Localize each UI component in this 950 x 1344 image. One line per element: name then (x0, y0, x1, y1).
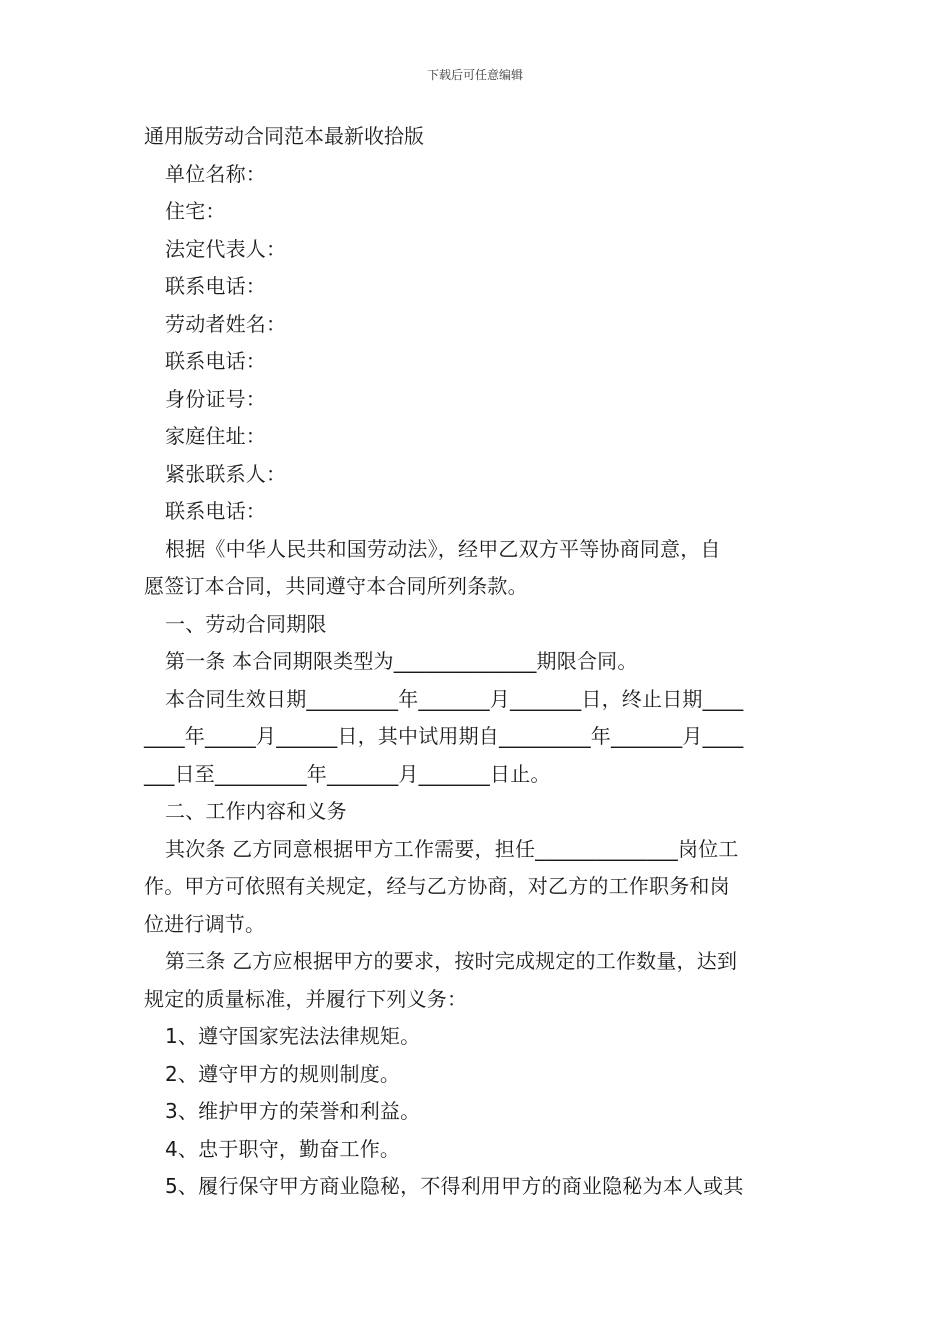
article-3-line-1: 第三条 乙方应根据甲方的要求，按时完成规定的工作数量，达到 (165, 949, 738, 973)
article-2-line-3: 位进行调节。 (144, 911, 266, 936)
duty-item-1: 1、遵守国家宪法法律规矩。 (165, 1024, 421, 1048)
field-phone-worker: 联系电话： (165, 349, 266, 373)
field-phone-employer: 联系电话： (165, 274, 266, 298)
preamble-line-1: 根据《中华人民共和国劳动法》，经甲乙双方平等协商同意，自 (165, 536, 721, 561)
field-emergency-contact: 紧张联系人： (165, 461, 287, 486)
section-heading-term: 一、劳动合同期限 (165, 611, 327, 636)
article-1-dates-line-3: ___日至_________年_______月_______日止。 (144, 761, 551, 786)
document-title: 通用版劳动合同范本最新收拾版 (144, 124, 424, 148)
field-home-address: 家庭住址： (165, 424, 266, 448)
page-header-note: 下载后可任意编辑 (426, 68, 523, 82)
duty-item-3: 3、维护甲方的荣誉和利益。 (165, 1099, 421, 1123)
field-legal-representative: 法定代表人： (165, 236, 287, 261)
duty-item-5: 5、履行保守甲方商业隐秘，不得利用甲方的商业隐秘为本人或其 (165, 1174, 744, 1198)
field-id-number: 身份证号： (165, 386, 266, 411)
section-heading-duties: 二、工作内容和义务 (165, 799, 347, 823)
article-2-line-1: 其次条 乙方同意根据甲方工作需要，担任______________岗位工 (165, 836, 739, 861)
field-phone-emergency: 联系电话： (165, 499, 266, 523)
article-1-dates-line-2: ____年_____月______日，其中试用期自_________年_______月____ (144, 724, 744, 748)
duty-item-2: 2、遵守甲方的规则制度。 (165, 1061, 401, 1086)
article-3-line-2: 规定的质量标准，并履行下列义务： (144, 986, 468, 1011)
preamble-line-2: 愿签订本合同，共同遵守本合同所列条款。 (144, 574, 528, 598)
field-residence: 住宅： (165, 199, 226, 223)
field-unit-name: 单位名称： (165, 161, 266, 186)
duty-item-4: 4、忠于职守，勤奋工作。 (165, 1136, 401, 1161)
article-2-line-2: 作。甲方可依照有关规定，经与乙方协商，对乙方的工作职务和岗 (144, 874, 730, 898)
article-1-dates-line-1: 本合同生效日期_________年_______月_______日，终止日期____ (165, 686, 744, 711)
article-1: 第一条 本合同期限类型为______________期限合同。 (165, 649, 638, 673)
document-body (144, 118, 809, 1206)
field-worker-name: 劳动者姓名： (165, 311, 287, 336)
